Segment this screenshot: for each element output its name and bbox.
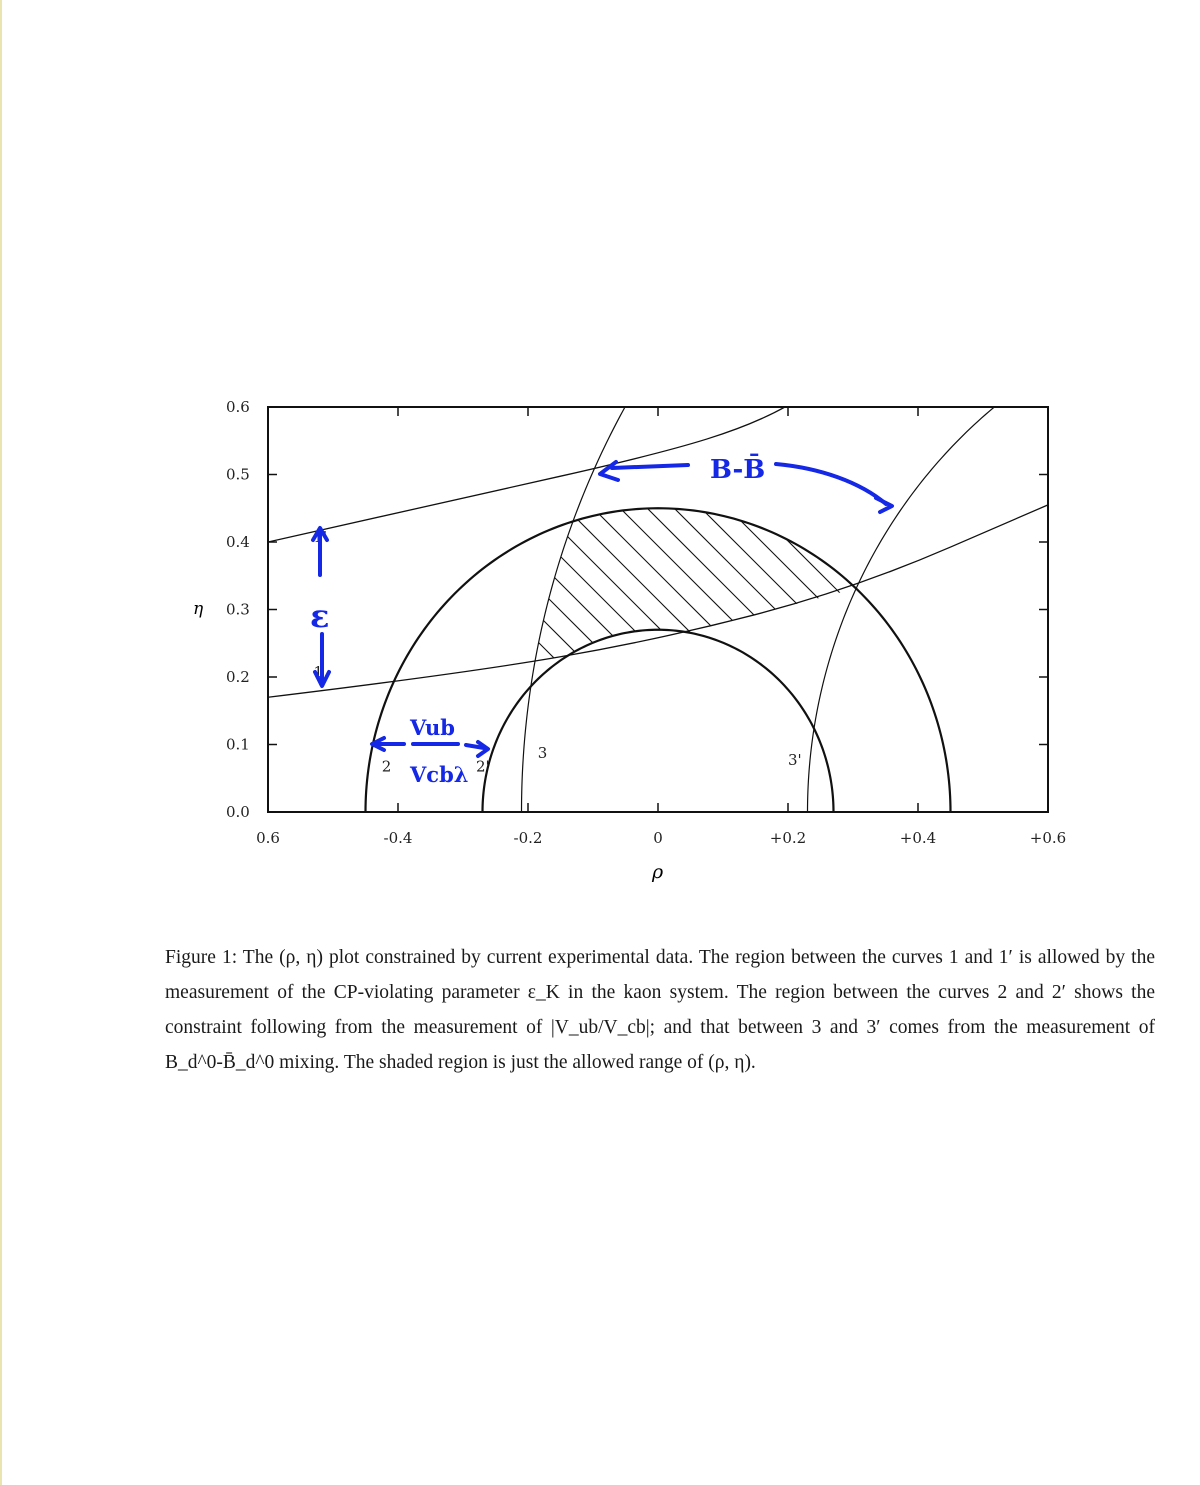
hatch-line <box>481 450 741 710</box>
curve-3-prime <box>808 328 1127 812</box>
curve-label-1-prime: 1' <box>313 528 328 546</box>
x-tick-label: 0 <box>653 829 663 847</box>
hatch-line <box>940 450 1200 710</box>
x-tick-label: +0.2 <box>769 829 807 847</box>
hatch-line <box>913 450 1173 710</box>
hatch-line <box>265 450 525 710</box>
y-tick-label: 0.3 <box>226 600 250 619</box>
hatch-line <box>292 450 552 710</box>
x-tick-label: -0.4 <box>383 829 413 847</box>
curve-label-2: 2 <box>381 757 392 776</box>
hatch-line <box>130 450 390 710</box>
hatch-line <box>832 450 1092 710</box>
y-tick-label: 0.6 <box>226 398 250 416</box>
annotation-vub-text: Vub <box>410 715 455 740</box>
hatch-line <box>238 450 498 710</box>
hatch-line <box>49 450 309 710</box>
hatch-line <box>1156 450 1200 710</box>
shaded-allowed-region <box>0 450 1200 710</box>
hatch-line <box>778 450 1038 710</box>
curve-label-3-prime: 3' <box>788 750 802 769</box>
caption-text: The (ρ, η) plot constrained by current experimental data. The region between the curves 1 and 1′ is allowed by the measurement of the CP-violating parameter ε_K in the kaon system. The region between the curves 2 and 2′ shows the constraint following from the measurement of |V_ub/V_cb|; and that between 3 and 3′ comes from the measurement of B_d^0-B̄_d^0 mixing. The shaded region is just the allowed range of (ρ, η). <box>165 947 1155 1073</box>
hatch-line <box>805 450 1065 710</box>
hatch-line <box>1129 450 1200 710</box>
hatch-line <box>157 450 417 710</box>
hatch-line <box>0 450 12 710</box>
annotation-vub-vcb <box>372 715 488 787</box>
annotation-vcb-lambda-text: Vcbλ <box>410 762 469 787</box>
hatch-line <box>454 450 714 710</box>
hatch-line <box>886 450 1146 710</box>
curve-3 <box>522 255 733 812</box>
hatch-line <box>670 450 930 710</box>
hatch-line <box>346 450 606 710</box>
curve-label-2-prime: 2' <box>476 757 490 776</box>
hatch-line <box>76 450 336 710</box>
hatch-line <box>0 450 174 710</box>
hatch-line <box>1183 450 1200 710</box>
hatch-line <box>400 450 660 710</box>
y-tick-label: 0.4 <box>226 533 250 551</box>
hatch-line <box>0 450 201 710</box>
hatch-line <box>724 450 984 710</box>
curve-1 <box>268 505 1048 697</box>
x-tick-labels <box>256 829 1066 847</box>
hatch-line <box>0 450 255 710</box>
hatch-line <box>562 450 822 710</box>
y-tick-label: 0.5 <box>226 465 250 484</box>
hatch-line <box>211 450 471 710</box>
hatch-line <box>994 450 1200 710</box>
hatch-line <box>1102 450 1200 710</box>
hatch-line <box>0 450 120 710</box>
figure-caption <box>165 940 1155 1080</box>
hatch-line <box>1075 450 1200 710</box>
hatch-line <box>0 450 66 710</box>
hatch-line <box>0 450 39 710</box>
hatch-line <box>859 450 1119 710</box>
x-tick-label: +0.6 <box>1029 829 1067 847</box>
hatch-line <box>0 450 147 710</box>
hatch-line <box>319 450 579 710</box>
y-tick-label: 0.0 <box>226 803 250 821</box>
y-tick-labels <box>226 398 250 821</box>
x-axis-label: ρ <box>652 861 664 883</box>
y-axis-label: η <box>193 599 204 619</box>
y-tick-label: 0.1 <box>226 735 250 754</box>
x-tick-label: -0.2 <box>513 829 543 847</box>
curve-label-3: 3 <box>537 744 548 762</box>
annotation-b-bbar-text: B-B̄ <box>710 455 766 485</box>
annotation-epsilon-text: ε <box>310 597 330 635</box>
hatch-line <box>616 450 876 710</box>
curve-label-1: 1 <box>313 663 324 681</box>
hatch-line <box>751 450 1011 710</box>
hatch-line <box>535 450 795 710</box>
hatch-line <box>967 450 1200 710</box>
caption-label: Figure 1: <box>165 947 238 968</box>
curve-2-prime <box>483 630 834 812</box>
hatch-line <box>0 450 93 710</box>
hatch-line <box>1048 450 1200 710</box>
x-tick-label: 0.6 <box>256 829 280 847</box>
annotation-b-bbar <box>600 453 892 512</box>
hatch-line <box>589 450 849 710</box>
x-tick-label: +0.4 <box>899 829 937 847</box>
hatch-line <box>0 450 228 710</box>
y-tick-label: 0.2 <box>226 668 250 686</box>
